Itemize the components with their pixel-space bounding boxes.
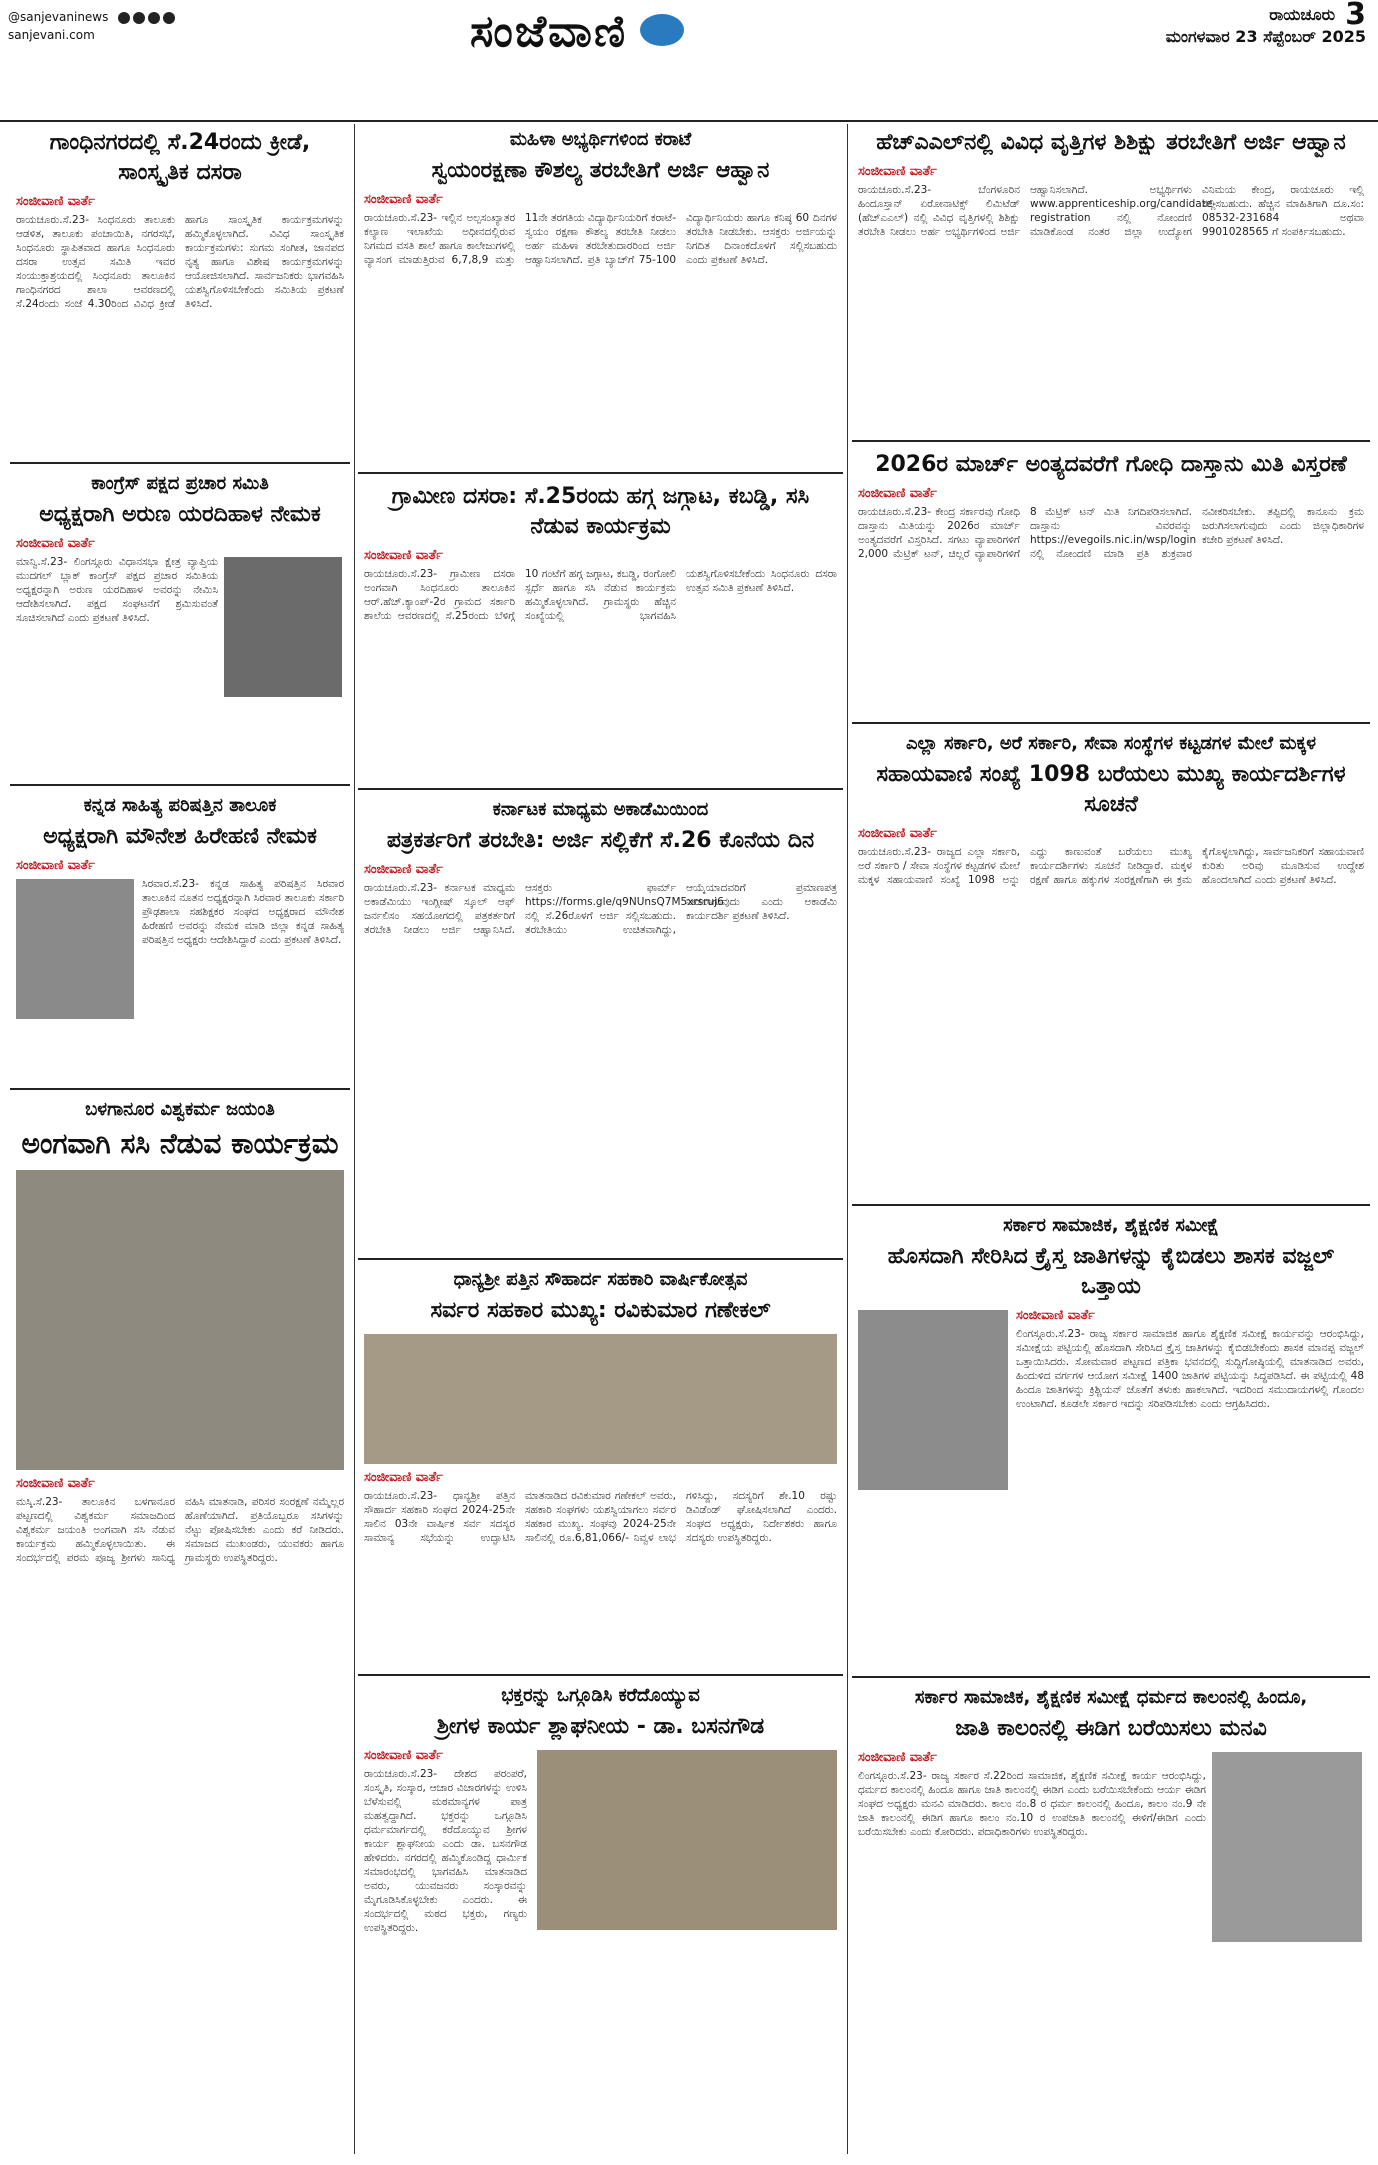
article-colony bbox=[852, 1682, 1370, 2154]
headline: ಅಧ್ಯಕ್ಷರಾಗಿ ಅರುಣ ಯರದಿಹಾಳ ನೇಮಕ bbox=[39, 502, 321, 527]
article-godhi bbox=[852, 446, 1370, 724]
article-body: ರಾಯಚೂರು.ಸೆ.23- ಧಾನ್ಯಶ್ರೀ ಪತ್ತಿನ ಸೌಹಾರ್ದ ಸಹಕಾರಿ ಸಂಘದ 2024-25ನೇ ಸಾಲಿನ 03ನೇ ವಾರ್ಷಿಕ ಸರ್ವ ಸದಸ್ಯರ ಸಾಮಾನ್ಯ ಸಭೆಯನ್ನು ಉದ್ಘಾಟಿಸಿ ಮಾತನಾಡಿದ ರವಿಕುಮಾರ ಗಣೇಕಲ್ ಅವರು, ಸಹಕಾರಿ ಸಂಘಗಳು ಯಶಸ್ವಿಯಾಗಲು ಸರ್ವರ ಸಹಕಾರ ಮುಖ್ಯ. ಸಂಘವು 2024-25ನೇ ಸಾಲಿನಲ್ಲಿ ರೂ.6,81,066/- ನಿವ್ವಳ ಲಾಭ ಗಳಿಸಿದ್ದು, ಸದಸ್ಯರಿಗೆ ಶೇ.10 ರಷ್ಟು ಡಿವಿಡೆಂಡ್ ಘೋಷಿಸಲಾಗಿದೆ ಎಂದರು. ಸಂಘದ ಅಧ್ಯಕ್ಷರು, ನಿರ್ದೇಶಕರು ಹಾಗೂ ಸದಸ್ಯರು ಉಪಸ್ಥಿತರಿದ್ದರು. bbox=[364, 1490, 837, 1544]
kicker: ಭಕ್ತರನ್ನು ಒಗ್ಗೂಡಿಸಿ ಕರೆದೊಯ್ಯುವ bbox=[501, 1685, 700, 1706]
byline: ಸಂಜೀವಾಣಿ ವಾರ್ತೆ bbox=[858, 826, 937, 841]
article-body: ಸಿರವಾರ.ಸೆ.23- ಕನ್ನಡ ಸಾಹಿತ್ಯ ಪರಿಷತ್ತಿನ ಸಿರವಾರ ತಾಲೂಕಿನ ನೂತನ ಅಧ್ಯಕ್ಷರನ್ನಾಗಿ ಸಿರವಾರ ತಾಲೂಕು ಸರ್ಕಾರಿ ಪ್ರೌಢಶಾಲಾ ಸಹಶಿಕ್ಷಕರ ಸಂಘದ ಅಧ್ಯಕ್ಷರಾದ ಮೌನೇಶ ಹಿರೇಹಣಿ ಅವರನ್ನು ನೇಮಕ ಮಾಡಿ ಜಿಲ್ಲಾ ಕನ್ನಡ ಸಾಹಿತ್ಯ ಪರಿಷತ್ತಿನ ಅಧ್ಯಕ್ಷರು ಆದೇಶಿಸಿದ್ದಾರೆ ಎಂದು ಪ್ರಕಟಣೆ ತಿಳಿಸಿದೆ. bbox=[142, 878, 344, 946]
masthead bbox=[0, 0, 1378, 122]
kicker: ಸರ್ಕಾರ ಸಾಮಾಜಿಕ, ಶೈಕ್ಷಣಿಕ ಸಮೀಕ್ಷೆ ಧರ್ಮದ ಕಾಲಂನಲ್ಲಿ ಹಿಂದೂ, bbox=[914, 1687, 1308, 1708]
youtube-icon[interactable] bbox=[163, 12, 175, 24]
headline: ಅಧ್ಯಕ್ಷರಾಗಿ ಮೌನೇಶ ಹಿರೇಹಣಿ ನೇಮಕ bbox=[43, 824, 317, 849]
article-body: ಲಿಂಗಸ್ಗೂರು.ಸೆ.23- ರಾಜ್ಯ ಸರ್ಕಾರ ಸೆ.22ರಿಂದ ಸಾಮಾಜಿಕ, ಶೈಕ್ಷಣಿಕ ಸಮೀಕ್ಷೆ ಕಾರ್ಯ ಆರಂಭಿಸಿದ್ದು, ಧರ್ಮದ ಕಾಲಂನಲ್ಲಿ ಹಿಂದೂ ಹಾಗೂ ಜಾತಿ ಕಾಲಂನಲ್ಲಿ ಈಡಿಗ ಎಂದು ಬರೆಯಿಸಬೇಕೆಂದು ಆರ್ಯ ಈಡಿಗ ಸಂಘದ ಅಧ್ಯಕ್ಷರು ಮನವಿ ಮಾಡಿದರು. ಕಾಲಂ ನಂ.8 ರ ಧರ್ಮ ಕಾಲಂನಲ್ಲಿ ಹಿಂದೂ, ಕಾಲಂ ನಂ.9 ನೇ ಜಾತಿ ಕಾಲಂನಲ್ಲಿ ಈಡಿಗ ಹಾಗೂ ಕಾಲಂ ನಂ.10 ರ ಉಪಜಾತಿ ಕಾಲಂನಲ್ಲಿ ಈಳಿಗೆ/ಈಡಿಗ ಎಂದು ಬರೆಯಿಸಬೇಕು ಎಂದು ಕೋರಿದರು. ಪದಾಧಿಕಾರಿಗಳು ಉಪಸ್ಥಿತರಿದ್ದರು. bbox=[858, 1770, 1206, 1838]
article-sahakara bbox=[358, 1264, 843, 1676]
headline: ಶ್ರೀಗಳ ಕಾರ್ಯ ಶ್ಲಾಘನೀಯ - ಡಾ. ಬಸನಗೌಡ bbox=[436, 1714, 765, 1739]
article-photo bbox=[537, 1750, 837, 1930]
article-body: ರಾಯಚೂರು.ಸೆ.23- ಬೆಂಗಳೂರಿನ ಹಿಂದೂಸ್ತಾನ್ ಏರೋನಾಟಿಕ್ಸ್ ಲಿಮಿಟೆಡ್ (ಹೆಚ್‌ಎಎಲ್) ನಲ್ಲಿ ವಿವಿಧ ವೃತ್ತಿಗಳಲ್ಲಿ ಶಿಶಿಕ್ಷು ತರಬೇತಿ ನೀಡಲು ಅರ್ಹ ಅಭ್ಯರ್ಥಿಗಳಿಂದ ಅರ್ಜಿ ಆಹ್ವಾನಿಸಲಾಗಿದೆ. ಅಭ್ಯರ್ಥಿಗಳು www.apprenticeship.org/candidate-registration ನಲ್ಲಿ ನೋಂದಣಿ ಮಾಡಿಕೊಂಡ ನಂತರ ಜಿಲ್ಲಾ ಉದ್ಯೋಗ ವಿನಿಮಯ ಕೇಂದ್ರ, ರಾಯಚೂರು ಇಲ್ಲಿ ಸಲ್ಲಿಸಬಹುದು. ಹೆಚ್ಚಿನ ಮಾಹಿತಿಗಾಗಿ ದೂ.ಸಂ: 08532-231684 ಅಥವಾ 9901028565 ಗೆ ಸಂಪರ್ಕಿಸಬಹುದು. bbox=[858, 184, 1364, 238]
article-body: ರಾಯಚೂರು.ಸೆ.23- ಸಿಂಧನೂರು ತಾಲೂಕು ಆಡಳಿತ, ತಾಲೂಕು ಪಂಚಾಯಿತಿ, ನಗರಸಭೆ, ಸಿಂಧನೂರು ಸ್ಥಾಪಿತವಾದ ಹಾಗೂ ಸಿಂಧನೂರು ದಸರಾ ಉತ್ಸವ ಸಮಿತಿ ಇವರ ಸಂಯುಕ್ತಾಶ್ರಯದಲ್ಲಿ ಸಿಂಧನೂರು ತಾಲೂಕಿನ ಗಾಂಧಿನಗರದ ಶಾಲಾ ಆವರಣದಲ್ಲಿ ಸೆ.24ರಂದು ಸಂಜೆ 4.30ರಿಂದ ವಿವಿಧ ಕ್ರೀಡೆ ಹಾಗೂ ಸಾಂಸ್ಕೃತಿಕ ಕಾರ್ಯಕ್ರಮಗಳನ್ನು ಹಮ್ಮಿಕೊಳ್ಳಲಾಗಿದೆ. ವಿವಿಧ ಸಾಂಸ್ಕೃತಿಕ ಕಾರ್ಯಕ್ರಮಗಳು: ಸುಗಮ ಸಂಗೀತ, ಜಾನಪದ ನೃತ್ಯ ಹಾಗೂ ವಿಶೇಷ ಕಾರ್ಯಕ್ರಮಗಳನ್ನು ಆಯೋಜಿಸಲಾಗಿದೆ. ಸಾರ್ವಜನಿಕರು ಭಾಗವಹಿಸಿ ಯಶಸ್ವಿಗೊಳಿಸಬೇಕೆಂದು ಸಮಿತಿಯ ಪ್ರಕಟಣೆ ತಿಳಿಸಿದೆ. bbox=[16, 214, 344, 310]
kicker: ಕನ್ನಡ ಸಾಹಿತ್ಯ ಪರಿಷತ್ತಿನ ತಾಲೂಕ bbox=[83, 795, 277, 816]
article-samikshe bbox=[852, 1210, 1370, 1678]
article-body: ರಾಯಚೂರು.ಸೆ.23- ಗ್ರಾಮೀಣ ದಸರಾ ಅಂಗವಾಗಿ ಸಿಂಧನೂರು ತಾಲೂಕಿನ ಆರ್.ಹೆಚ್.ಕ್ಯಾಂಪ್-2ರ ಗ್ರಾಮದ ಸರ್ಕಾರಿ ಶಾಲೆಯ ಆವರಣದಲ್ಲಿ ಸೆ.25ರಂದು ಬೆಳಿಗ್ಗೆ 10 ಗಂಟೆಗೆ ಹಗ್ಗ ಜಗ್ಗಾಟ, ಕಬಡ್ಡಿ, ರಂಗೋಲಿ ಸ್ಪರ್ಧೆ ಹಾಗೂ ಸಸಿ ನೆಡುವ ಕಾರ್ಯಕ್ರಮ ಹಮ್ಮಿಕೊಳ್ಳಲಾಗಿದೆ. ಗ್ರಾಮಸ್ಥರು ಹೆಚ್ಚಿನ ಸಂಖ್ಯೆಯಲ್ಲಿ ಭಾಗವಹಿಸಿ ಯಶಸ್ವಿಗೊಳಿಸಬೇಕೆಂದು ಸಿಂಧನೂರು ದಸರಾ ಉತ್ಸವ ಸಮಿತಿ ಪ್ರಕಟಣೆ ತಿಳಿಸಿದೆ. bbox=[364, 568, 837, 622]
article-body: ರಾಯಚೂರು.ಸೆ.23- ಕೇಂದ್ರ ಸರ್ಕಾರವು ಗೋಧಿ ದಾಸ್ತಾನು ಮಿತಿಯನ್ನು 2026ರ ಮಾರ್ಚ್ ಅಂತ್ಯದವರೆಗೆ ವಿಸ್ತರಿಸಿದೆ. ಸಗಟು ವ್ಯಾಪಾರಿಗಳಿಗೆ 2,000 ಮೆಟ್ರಿಕ್ ಟನ್, ಚಿಲ್ಲರೆ ವ್ಯಾಪಾರಿಗಳಿಗೆ 8 ಮೆಟ್ರಿಕ್ ಟನ್ ಮಿತಿ ನಿಗದಿಪಡಿಸಲಾಗಿದೆ. ದಾಸ್ತಾನು ವಿವರವನ್ನು https://evegoils.nic.in/wsp/login ನಲ್ಲಿ ನೋಂದಣಿ ಮಾಡಿ ಪ್ರತಿ ಶುಕ್ರವಾರ ನವೀಕರಿಸಬೇಕು. ತಪ್ಪಿದಲ್ಲಿ ಕಾನೂನು ಕ್ರಮ ಜರುಗಿಸಲಾಗುವುದು ಎಂದು ಜಿಲ್ಲಾಧಿಕಾರಿಗಳ ಕಚೇರಿ ಪ್ರಕಟಣೆ ತಿಳಿಸಿದೆ. bbox=[858, 506, 1364, 560]
facebook-icon[interactable] bbox=[118, 12, 130, 24]
social-handle[interactable]: @sanjevaninews bbox=[8, 10, 109, 24]
byline: ಸಂಜೀವಾಣಿ ವಾರ್ತೆ bbox=[16, 1476, 95, 1491]
social-icons bbox=[118, 12, 175, 24]
article-congress bbox=[10, 468, 350, 786]
byline: ಸಂಜೀವಾಣಿ ವಾರ್ತೆ bbox=[858, 1750, 937, 1765]
byline: ಸಂಜೀವಾಣಿ ವಾರ್ತೆ bbox=[16, 858, 95, 873]
article-vishwakarma bbox=[10, 1094, 350, 2154]
headline: 2026ರ ಮಾರ್ಚ್ ಅಂತ್ಯದವರೆಗೆ ಗೋಧಿ ದಾಸ್ತಾನು ಮಿತಿ ವಿಸ್ತರಣೆ bbox=[875, 452, 1347, 477]
paper-title: ಸಂಜೆವಾಣಿ bbox=[470, 6, 628, 57]
article-akademi bbox=[358, 794, 843, 1260]
portrait-photo bbox=[858, 1310, 1008, 1490]
issue-date: ಮಂಗಳವಾರ 23 ಸೆಪ್ಟೆಂಬರ್ 2025 bbox=[1165, 27, 1366, 46]
kicker: ಧಾನ್ಯಶ್ರೀ ಪತ್ತಿನ ಸೌಹಾರ್ದ ಸಹಕಾರಿ ವಾರ್ಷಿಕೋತ್ಸವ bbox=[453, 1269, 748, 1290]
article-body: ಲಿಂಗಸ್ಗೂರು.ಸೆ.23- ರಾಜ್ಯ ಸರ್ಕಾರ ಸಾಮಾಜಿಕ ಹಾಗೂ ಶೈಕ್ಷಣಿಕ ಸಮೀಕ್ಷೆ ಕಾರ್ಯವನ್ನು ಆರಂಭಿಸಿದ್ದು, ಸಮೀಕ್ಷೆಯ ಪಟ್ಟಿಯಲ್ಲಿ ಹೊಸದಾಗಿ ಸೇರಿಸಿದ ಕ್ರೈಸ್ತ ಜಾತಿಗಳನ್ನು ಕೈಬಿಡಬೇಕೆಂದು ಶಾಸಕ ಮಾನಪ್ಪ ವಜ್ಜಲ್ ಒತ್ತಾಯಿಸಿದರು. ಸೋಮವಾರ ಪಟ್ಟಣದ ಪತ್ರಿಕಾ ಭವನದಲ್ಲಿ ಸುದ್ದಿಗೋಷ್ಠಿಯಲ್ಲಿ ಮಾತನಾಡಿದ ಅವರು, ಹಿಂದುಳಿದ ವರ್ಗಗಳ ಆಯೋಗ ಸಮೀಕ್ಷೆ 1400 ಜಾತಿಗಳ ಪಟ್ಟಿಯನ್ನು ಸಿದ್ಧಪಡಿಸಿದೆ. ಈ ಪಟ್ಟಿಯಲ್ಲಿ 48 ಹಿಂದೂ ಜಾತಿಗಳನ್ನು ಕ್ರಿಶ್ಚಿಯನ್ ಜೊತೆಗೆ ತಳುಕು ಹಾಕಲಾಗಿದೆ. ಇದರಿಂದ ಸಮುದಾಯಗಳಲ್ಲಿ ಗೊಂದಲ ಉಂಟಾಗಿದೆ. ಕೂಡಲೇ ಸರ್ಕಾರ ಇದನ್ನು ಸರಿಪಡಿಸಬೇಕು ಎಂದು ಆಗ್ರಹಿಸಿದರು. bbox=[1016, 1328, 1364, 1410]
byline: ಸಂಜೀವಾಣಿ ವಾರ್ತೆ bbox=[16, 194, 95, 209]
article-kannada bbox=[10, 790, 350, 1090]
headline: ಸಹಾಯವಾಣಿ ಸಂಖ್ಯೆ 1098 ಬರೆಯಲು ಮುಖ್ಯ ಕಾರ್ಯದರ್ಶಿಗಳ ಸೂಚನೆ bbox=[876, 762, 1346, 817]
column-rule bbox=[847, 124, 848, 2154]
byline: ಸಂಜೀವಾಣಿ ವಾರ್ತೆ bbox=[1016, 1308, 1095, 1323]
article-bhaktara bbox=[358, 1680, 843, 2154]
masthead-dateline bbox=[1165, 0, 1366, 48]
article-elli bbox=[852, 728, 1370, 1206]
kicker: ಎಲ್ಲಾ ಸರ್ಕಾರಿ, ಅರೆ ಸರ್ಕಾರಿ, ಸೇವಾ ಸಂಸ್ಥೆಗಳ ಕಟ್ಟಡಗಳ ಮೇಲೆ ಮಕ್ಕಳ bbox=[905, 733, 1317, 754]
kicker: ಸರ್ಕಾರ ಸಾಮಾಜಿಕ, ಶೈಕ್ಷಣಿಕ ಸಮೀಕ್ಷೆ bbox=[1003, 1215, 1219, 1236]
article-body: ರಾಯಚೂರು.ಸೆ.23- ರಾಜ್ಯದ ಎಲ್ಲಾ ಸರ್ಕಾರಿ, ಅರೆ ಸರ್ಕಾರಿ / ಸೇವಾ ಸಂಸ್ಥೆಗಳ ಕಟ್ಟಡಗಳ ಮೇಲೆ ಮಕ್ಕಳ ಸಹಾಯವಾಣಿ ಸಂಖ್ಯೆ 1098 ಅನ್ನು ಎದ್ದು ಕಾಣುವಂತೆ ಬರೆಯಲು ಮುಖ್ಯ ಕಾರ್ಯದರ್ಶಿಗಳು ಸೂಚನೆ ನೀಡಿದ್ದಾರೆ. ಮಕ್ಕಳ ರಕ್ಷಣೆ ಹಾಗೂ ಹಕ್ಕುಗಳ ಸಂರಕ್ಷಣೆಗಾಗಿ ಈ ಕ್ರಮ ಕೈಗೊಳ್ಳಲಾಗಿದ್ದು, ಸಾರ್ವಜನಿಕರಿಗೆ ಸಹಾಯವಾಣಿ ಕುರಿತು ಅರಿವು ಮೂಡಿಸುವ ಉದ್ದೇಶ ಹೊಂದಲಾಗಿದೆ ಎಂದು ಪ್ರಕಟಣೆ ತಿಳಿಸಿದೆ. bbox=[858, 846, 1364, 886]
headline: ಪತ್ರಕರ್ತರಿಗೆ ತರಬೇತಿ: ಅರ್ಜಿ ಸಲ್ಲಿಕೆಗೆ ಸೆ.26 ಕೊನೆಯ ದಿನ bbox=[386, 828, 815, 853]
headline: ಸ್ವಯಂರಕ್ಷಣಾ ಕೌಶಲ್ಯ ತರಬೇತಿಗೆ ಅರ್ಜಿ ಆಹ್ವಾನ bbox=[431, 158, 770, 183]
article-grameena bbox=[358, 478, 843, 790]
byline: ಸಂಜೀವಾಣಿ ವಾರ್ತೆ bbox=[16, 536, 95, 551]
headline: ಜಾತಿ ಕಾಲಂನಲ್ಲಿ ಈಡಿಗ ಬರೆಯಿಸಲು ಮನವಿ bbox=[955, 1716, 1267, 1741]
x-icon[interactable] bbox=[148, 12, 160, 24]
article-body: ರಾಯಚೂರು.ಸೆ.23- ಕರ್ನಾಟಕ ಮಾಧ್ಯಮ ಅಕಾಡೆಮಿಯು ಇಂಗ್ಲೀಷ್ ಸ್ಕೂಲ್ ಆಫ್ ಜರ್ನಲಿಸಂ ಸಹಯೋಗದಲ್ಲಿ ಪತ್ರಕರ್ತರಿಗೆ ತರಬೇತಿ ನೀಡಲು ಅರ್ಜಿ ಆಹ್ವಾನಿಸಿದೆ. ಆಸಕ್ತರು ಫಾರ್ಮ್ https://forms.gle/q9NUnsQ7M5xrsruj6 ನಲ್ಲಿ ಸೆ.26ರೊಳಗೆ ಅರ್ಜಿ ಸಲ್ಲಿಸಬಹುದು. ತರಬೇತಿಯು ಉಚಿತವಾಗಿದ್ದು, ಆಯ್ಕೆಯಾದವರಿಗೆ ಪ್ರಮಾಣಪತ್ರ ನೀಡಲಾಗುವುದು ಎಂದು ಅಕಾಡೆಮಿ ಕಾರ್ಯದರ್ಶಿ ಪ್ರಕಟಣೆ ತಿಳಿಸಿದೆ. bbox=[364, 882, 837, 936]
article-body: ರಾಯಚೂರು.ಸೆ.23- ದೇಶದ ಪರಂಪರೆ, ಸಂಸ್ಕೃತಿ, ಸಂಸ್ಕಾರ, ಆಚಾರ ವಿಚಾರಗಳನ್ನು ಉಳಿಸಿ ಬೆಳೆಸುವಲ್ಲಿ ಮಠಮಾನ್ಯಗಳ ಪಾತ್ರ ಮಹತ್ವದ್ದಾಗಿದೆ. ಭಕ್ತರನ್ನು ಒಗ್ಗೂಡಿಸಿ ಧರ್ಮಮಾರ್ಗದಲ್ಲಿ ಕರೆದೊಯ್ಯುವ ಶ್ರೀಗಳ ಕಾರ್ಯ ಶ್ಲಾಘನೀಯ ಎಂದು ಡಾ. ಬಸನಗೌಡ ಹೇಳಿದರು. ನಗರದಲ್ಲಿ ಹಮ್ಮಿಕೊಂಡಿದ್ದ ಧಾರ್ಮಿಕ ಸಮಾರಂಭದಲ್ಲಿ ಭಾಗವಹಿಸಿ ಮಾತನಾಡಿದ ಅವರು, ಯುವಜನರು ಸಂಸ್ಕಾರವನ್ನು ಮೈಗೂಡಿಸಿಕೊಳ್ಳಬೇಕು ಎಂದರು. ಈ ಸಂದರ್ಭದಲ್ಲಿ ಮಠದ ಭಕ್ತರು, ಗಣ್ಯರು ಉಪಸ್ಥಿತರಿದ್ದರು. bbox=[364, 1768, 527, 1934]
kicker: ಮಹಿಳಾ ಅಭ್ಯರ್ಥಿಗಳಿಂದ ಕರಾಟೆ bbox=[509, 129, 692, 150]
article-gandhinagar bbox=[10, 124, 350, 464]
article-mahila bbox=[358, 124, 843, 474]
byline: ಸಂಜೀವಾಣಿ ವಾರ್ತೆ bbox=[364, 192, 443, 207]
headline: ಅಂಗವಾಗಿ ಸಸಿ ನೆಡುವ ಕಾರ್ಯಕ್ರಮ bbox=[21, 1127, 339, 1160]
kicker: ಬಳಗಾನೂರ ವಿಶ್ವಕರ್ಮ ಜಯಂತಿ bbox=[85, 1099, 275, 1120]
portrait-photo bbox=[1212, 1752, 1362, 1942]
article-hal bbox=[852, 124, 1370, 442]
headline: ಸರ್ವರ ಸಹಕಾರ ಮುಖ್ಯ: ರವಿಕುಮಾರ ಗಣೇಕಲ್ bbox=[430, 1298, 771, 1323]
globe-logo-icon bbox=[640, 14, 684, 46]
byline: ಸಂಜೀವಾಣಿ ವಾರ್ತೆ bbox=[364, 1748, 443, 1763]
headline: ಹೊಸದಾಗಿ ಸೇರಿಸಿದ ಕ್ರೈಸ್ತ ಜಾತಿಗಳನ್ನು ಕೈಬಿಡಲು ಶಾಸಕ ವಜ್ಜಲ್ ಒತ್ತಾಯ bbox=[887, 1244, 1335, 1299]
city-name: ರಾಯಚೂರು bbox=[1269, 5, 1336, 24]
headline: ಗ್ರಾಮೀಣ ದಸರಾ: ಸೆ.25ರಂದು ಹಗ್ಗ ಜಗ್ಗಾಟ, ಕಬಡ್ಡಿ, ಸಸಿ ನೆಡುವ ಕಾರ್ಯಕ್ರಮ bbox=[391, 484, 810, 539]
kicker: ಕರ್ನಾಟಕ ಮಾಧ್ಯಮ ಅಕಾಡೆಮಿಯಿಂದ bbox=[492, 799, 709, 820]
byline: ಸಂಜೀವಾಣಿ ವಾರ್ತೆ bbox=[364, 862, 443, 877]
headline: ಗಾಂಧಿನಗರದಲ್ಲಿ ಸೆ.24ರಂದು ಕ್ರೀಡೆ, ಸಾಂಸ್ಕೃತಿಕ ದಸರಾ bbox=[49, 130, 311, 185]
byline: ಸಂಜೀವಾಣಿ ವಾರ್ತೆ bbox=[364, 1470, 443, 1485]
masthead-social bbox=[8, 8, 175, 44]
article-body: ರಾಯಚೂರು.ಸೆ.23- ಇಲ್ಲಿನ ಅಲ್ಪಸಂಖ್ಯಾತರ ಕಲ್ಯಾಣ ಇಲಾಖೆಯ ಅಧೀನದಲ್ಲಿರುವ ನಿಗಮದ ವಸತಿ ಶಾಲೆ ಹಾಗೂ ಕಾಲೇಜುಗಳಲ್ಲಿ ವ್ಯಾಸಂಗ ಮಾಡುತ್ತಿರುವ 6,7,8,9 ಮತ್ತು 11ನೇ ತರಗತಿಯ ವಿದ್ಯಾರ್ಥಿನಿಯರಿಗೆ ಕರಾಟೆ-ಸ್ವಯಂ ರಕ್ಷಣಾ ಕೌಶಲ್ಯ ತರಬೇತಿ ನೀಡಲು ಅರ್ಹ ಮಹಿಳಾ ತರಬೇತುದಾರರಿಂದ ಅರ್ಜಿ ಆಹ್ವಾನಿಸಲಾಗಿದೆ. ಪ್ರತಿ ಬ್ಯಾಚ್‌ಗೆ 75-100 ವಿದ್ಯಾರ್ಥಿನಿಯರು ಹಾಗೂ ಕನಿಷ್ಠ 60 ದಿನಗಳ ತರಬೇತಿ ನೀಡಬೇಕು. ಆಸಕ್ತರು ಅರ್ಜಿಯನ್ನು ನಿಗದಿತ ದಿನಾಂಕದೊಳಗೆ ಸಲ್ಲಿಸಬಹುದು ಎಂದು ಪ್ರಕಟಣೆ ತಿಳಿಸಿದೆ. bbox=[364, 212, 837, 266]
portrait-photo bbox=[224, 557, 342, 697]
portrait-photo bbox=[16, 879, 134, 1019]
article-body: ಮಾನ್ವಿ.ಸೆ.23- ಲಿಂಗಸ್ಗೂರು ವಿಧಾನಸಭಾ ಕ್ಷೇತ್ರ ವ್ಯಾಪ್ತಿಯ ಮುದಗಲ್ ಬ್ಲಾಕ್ ಕಾಂಗ್ರೆಸ್ ಪಕ್ಷದ ಪ್ರಚಾರ ಸಮಿತಿಯ ಅಧ್ಯಕ್ಷರನ್ನಾಗಿ ಅರುಣ ಯರದಿಹಾಳ ಅವರನ್ನು ನೇಮಿಸಿ ಆದೇಶಿಸಲಾಗಿದೆ. ಪಕ್ಷದ ಸಂಘಟನೆಗೆ ಶ್ರಮಿಸುವಂತೆ ಸೂಚಿಸಲಾಗಿದೆ ಎಂದು ಪ್ರಕಟಣೆ ತಿಳಿಸಿದೆ. bbox=[16, 556, 218, 624]
article-body: ಮಸ್ಕಿ.ಸೆ.23- ತಾಲೂಕಿನ ಬಳಗಾನೂರ ಪಟ್ಟಣದಲ್ಲಿ ವಿಶ್ವಕರ್ಮ ಸಮಾಜದಿಂದ ವಿಶ್ವಕರ್ಮ ಜಯಂತಿ ಅಂಗವಾಗಿ ಸಸಿ ನೆಡುವ ಕಾರ್ಯಕ್ರಮ ಹಮ್ಮಿಕೊಳ್ಳಲಾಯಿತು. ಈ ಸಂದರ್ಭದಲ್ಲಿ ಪರಮ ಪೂಜ್ಯ ಶ್ರೀಗಳು ಸಾನಿಧ್ಯ ವಹಿಸಿ ಮಾತನಾಡಿ, ಪರಿಸರ ಸಂರಕ್ಷಣೆ ನಮ್ಮೆಲ್ಲರ ಹೊಣೆಯಾಗಿದೆ. ಪ್ರತಿಯೊಬ್ಬರೂ ಸಸಿಗಳನ್ನು ನೆಟ್ಟು ಪೋಷಿಸಬೇಕು ಎಂದು ಕರೆ ನೀಡಿದರು. ಸಮಾಜದ ಮುಖಂಡರು, ಯುವಕರು ಹಾಗೂ ಗ್ರಾಮಸ್ಥರು ಉಪಸ್ಥಿತರಿದ್ದರು. bbox=[16, 1496, 344, 1564]
column-rule bbox=[354, 124, 355, 2154]
article-photo bbox=[16, 1170, 344, 1470]
kicker: ಕಾಂಗ್ರೆಸ್ ಪಕ್ಷದ ಪ್ರಚಾರ ಸಮಿತಿ bbox=[91, 473, 269, 494]
instagram-icon[interactable] bbox=[133, 12, 145, 24]
byline: ಸಂಜೀವಾಣಿ ವಾರ್ತೆ bbox=[364, 548, 443, 563]
byline: ಸಂಜೀವಾಣಿ ವಾರ್ತೆ bbox=[858, 486, 937, 501]
website-link[interactable]: sanjevani.com bbox=[8, 28, 95, 42]
article-photo bbox=[364, 1334, 837, 1464]
headline: ಹೆಚ್‌ಎಎಲ್‌ನಲ್ಲಿ ವಿವಿಧ ವೃತ್ತಿಗಳ ಶಿಶಿಕ್ಷು ತರಬೇತಿಗೆ ಅರ್ಜಿ ಆಹ್ವಾನ bbox=[876, 130, 1346, 155]
page-number: 3 bbox=[1345, 0, 1366, 32]
byline: ಸಂಜೀವಾಣಿ ವಾರ್ತೆ bbox=[858, 164, 937, 179]
